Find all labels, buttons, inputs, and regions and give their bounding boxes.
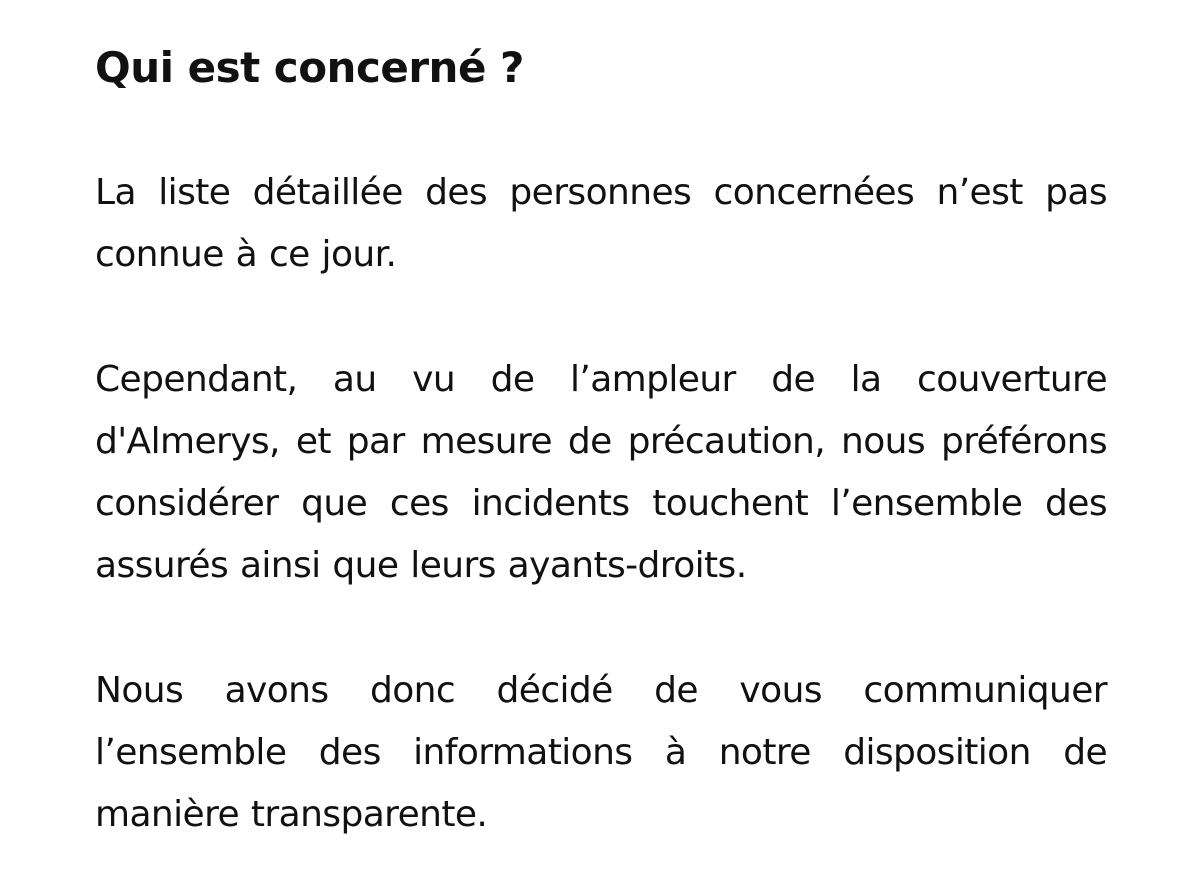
paragraph-precaution: Cependant, au vu de l’ampleur de la couverture d'Almerys, et par mesure de précaution, nous préférons considérer que ces incidents touchent l’ensemble des assurés ainsi que leurs ayants-droits.: [95, 359, 1107, 586]
document-body: [95, 40, 1107, 846]
paragraph-affected-list: La liste détaillée des personnes concernées n’est pas connue à ce jour.: [95, 172, 1107, 275]
paragraph-transparency: Nous avons donc décidé de vous communiquer l’ensemble des informations à notre disposition de manière transparente.: [95, 670, 1107, 835]
section-heading: Qui est concerné ?: [95, 43, 524, 92]
